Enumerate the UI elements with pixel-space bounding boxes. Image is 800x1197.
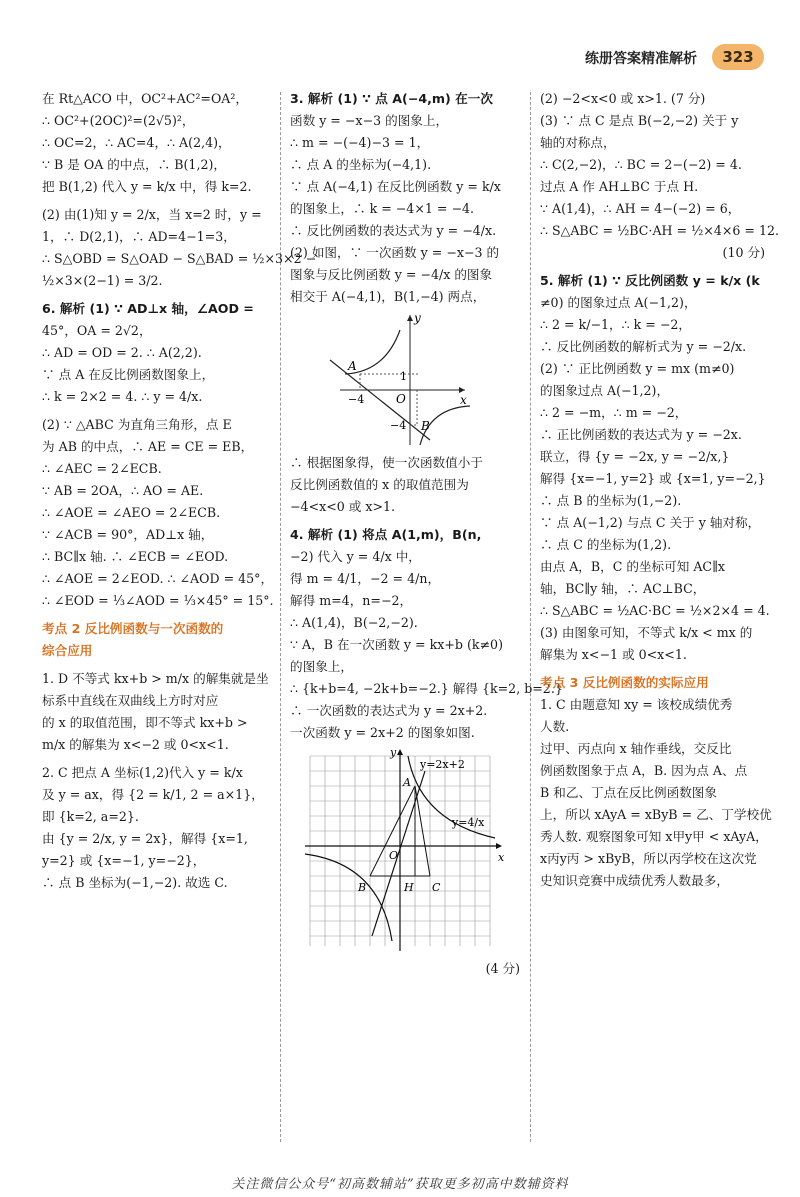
text-line: ∴ 点 C 的坐标为(1,2). xyxy=(540,537,672,552)
text-line: (2) 如图，∵ 一次函数 y = −x−3 的 xyxy=(290,245,500,260)
text-line: ∴ A(1,4)，B(−2,−2). xyxy=(290,615,418,630)
text-line: ∴ 2 = −m，∴ m = −2， xyxy=(540,405,688,420)
text-line: 反比例函数值的 x 的取值范围为 xyxy=(290,477,469,492)
score-marker: (4 分) xyxy=(485,961,520,976)
text-line: 史知识竞赛中成绩优秀人数最多， xyxy=(540,873,729,888)
question-heading: 4. 解析 (1) 将点 A(1,m)，B(n, xyxy=(290,527,482,542)
text-line: 轴，BC∥y 轴，∴ AC⊥BC， xyxy=(540,581,706,596)
text-line: ∵ B 是 OA 的中点，∴ B(1,2)， xyxy=(42,157,226,172)
text-line: B 和乙、丁点在反比例函数图象 xyxy=(540,785,717,800)
text-line: 一次函数 y = 2x+2 的图象如图. xyxy=(290,725,475,740)
text-line: 在 Rt△ACO 中，OC²+AC²=OA²， xyxy=(42,91,249,106)
text-line: (2) −2<x<0 或 x>1. (7 分) xyxy=(540,91,706,106)
text-line: 的图象上， xyxy=(290,659,353,674)
text-line: ½×3×(2−1) = 3/2. xyxy=(42,273,163,288)
text-line: −2) 代入 y = 4/x 中， xyxy=(290,549,421,564)
text-line: 过点 A 作 AH⊥BC 于点 H. xyxy=(540,179,699,194)
graph-label: O xyxy=(396,392,406,406)
text-line: ∵ ∠ACB = 90°，AD⊥x 轴， xyxy=(42,527,214,542)
text-line: 解集为 x<−1 或 0<x<1. xyxy=(540,647,687,662)
text-line: 相交于 A(−4,1)，B(1,−4) 两点， xyxy=(290,289,486,304)
text-line: 1，∴ D(2,1)，∴ AD=4−1=3， xyxy=(42,229,236,244)
text-line: (2) ∵ 正比例函数 y = mx (m≠0) xyxy=(540,361,735,376)
graph-label: H xyxy=(404,881,414,894)
text-line: (3) 由图象可知，不等式 k/x < mx 的 xyxy=(540,625,753,640)
graph-label: B xyxy=(421,419,430,433)
graph-label: B xyxy=(358,881,367,894)
text-line: 及 y = ax，得 {2 = k/1, 2 = a×1}，即 {k=2, a=2}. xyxy=(42,787,264,824)
text-line: ∴ m = −(−4)−3 = 1， xyxy=(290,135,430,150)
text-line: 联立，得 {y = −2x, y = −2/x,} xyxy=(540,449,730,464)
text-line: (2) ∵ △ABC 为直角三角形，点 E xyxy=(42,417,232,432)
text-line: 把 B(1,2) 代入 y = k/x 中，得 k=2. xyxy=(42,179,252,194)
text-line: ∴ S△ABC = ½BC·AH = ½×4×6 = 12. xyxy=(540,223,779,238)
text-line: (3) ∵ 点 C 是点 B(−2,−2) 关于 y xyxy=(540,113,739,128)
page-number-badge: 323 xyxy=(712,44,764,70)
text-line: 人数. xyxy=(540,719,570,734)
column-divider xyxy=(280,92,281,1142)
text-line: 轴的对称点， xyxy=(540,135,616,150)
text-line: 45°，OA = 2√2， xyxy=(42,323,152,338)
text-line: m/x 的解集为 x<−2 或 0<x<1. xyxy=(42,737,229,752)
text-line: ∴ BC∥x 轴. ∴ ∠ECB = ∠EOD. xyxy=(42,549,229,564)
text-line: ∴ 反比例函数的表达式为 y = −4/x. xyxy=(290,223,497,238)
text-line: ∴ k = 2×2 = 4. ∴ y = 4/x. xyxy=(42,389,203,404)
text-line: ∵ 点 A(−4,1) 在反比例函数 y = k/x xyxy=(290,179,501,194)
text-line: ∴ ∠AOE = 2∠EOD. ∴ ∠AOD = 45°， xyxy=(42,571,274,586)
column-right xyxy=(540,88,779,1148)
text-line: ∴ AD = OD = 2. ∴ A(2,2). xyxy=(42,345,202,360)
text-line: ∴ 点 B 坐标为(−1,−2). 故选 C. xyxy=(42,875,228,890)
text-line: ∴ ∠AOE = ∠AEO = 2∠ECB. xyxy=(42,505,221,520)
text-line: −4<x<0 或 x>1. xyxy=(290,499,396,514)
text-line: ∴ 点 B 的坐标为(1,−2). xyxy=(540,493,682,508)
graph-label: 1 xyxy=(400,370,407,383)
text-line: ∴ OC²+(2OC)²=(2√5)²， xyxy=(42,113,195,128)
footer-note: 关注微信公众号“初高数辅站”获取更多初高中数辅资料 xyxy=(231,1177,569,1192)
text-line: 图象与反比例函数 y = −4/x 的图象 xyxy=(290,267,493,282)
graph-label: C xyxy=(432,881,441,894)
graph-label: y=4/x xyxy=(452,816,485,829)
text-line: 解得 {x=−1, y=2} 或 {x=1, y=−2,} xyxy=(540,471,766,486)
text-line: ∴ 反比例函数的解析式为 y = −2/x. xyxy=(540,339,747,354)
text-line: ∴ {k+b=4, −2k+b=−2.} 解得 {k=2, b=2.} xyxy=(290,681,563,696)
page-header xyxy=(0,40,800,80)
text-line: ∴ ∠AEC = 2∠ECB. xyxy=(42,461,162,476)
column-divider xyxy=(530,92,531,1142)
graph-label: x xyxy=(498,851,505,864)
text-line: ∴ OC=2，∴ AC=4，∴ A(2,4)， xyxy=(42,135,231,150)
text-line: ∴ S△OBD = S△OAD − S△BAD = ½×3×2 − xyxy=(42,251,317,266)
text-line: ∵ A，B 在一次函数 y = kx+b (k≠0) xyxy=(290,637,503,652)
text-line: ∴ 2 = k/−1，∴ k = −2， xyxy=(540,317,691,332)
question-heading: 5. 解析 (1) ∵ 反比例函数 y = k/x (k xyxy=(540,273,760,288)
text-line: 得 m = 4/1，−2 = 4/n， xyxy=(290,571,441,586)
text-line: ∴ S△ABC = ½AC·BC = ½×2×4 = 4. xyxy=(540,603,770,618)
text-line: x丙y丙 > xByB，所以丙学校在这次党 xyxy=(540,851,757,866)
answer-line: 1. C 由题意知 xy = 该校成绩优秀 xyxy=(540,697,733,712)
text-line: 上，所以 xAyA = xByB = 乙、丁学校优 xyxy=(540,807,772,822)
header-title: 练册答案精准解析 xyxy=(585,51,697,67)
text-line: 函数 y = −x−3 的图象上， xyxy=(290,113,449,128)
graph-label: y=2x+2 xyxy=(420,758,465,771)
graph-hyperbola-line xyxy=(290,310,490,450)
section-heading: 考点 3 反比例函数的实际应用 xyxy=(540,675,709,690)
column-left xyxy=(42,88,317,1148)
text-line: ∵ AB = 2OA，∴ AO = AE. xyxy=(42,483,204,498)
section-heading: 考点 2 反比例函数与一次函数的 xyxy=(42,621,224,636)
text-line: ∴ 正比例函数的表达式为 y = −2x. xyxy=(540,427,742,442)
text-line: 的 x 的取值范围，即不等式 kx+b > xyxy=(42,715,248,730)
question-heading: 3. 解析 (1) ∵ 点 A(−4,m) 在一次 xyxy=(290,91,493,106)
text-line: 由点 A，B，C 的坐标可知 AC∥x xyxy=(540,559,725,574)
section-heading: 综合应用 xyxy=(42,643,93,658)
graph-label: y xyxy=(390,746,397,759)
text-line: 的图象过点 A(−1,2)， xyxy=(540,383,670,398)
text-line: 解得 m=4，n=−2， xyxy=(290,593,413,608)
text-line: ∴ 一次函数的表达式为 y = 2x+2. xyxy=(290,703,488,718)
graph-label: A xyxy=(403,776,411,789)
text-line: ∵ A(1,4)，∴ AH = 4−(−2) = 6， xyxy=(540,201,741,216)
text-line: 的图象上，∴ k = −4×1 = −4. xyxy=(290,201,475,216)
answer-line: 2. C 把点 A 坐标(1,2)代入 y = k/x xyxy=(42,765,243,780)
text-line: (2) 由(1)知 y = 2/x，当 x=2 时，y = xyxy=(42,207,262,222)
graph-label: y xyxy=(414,311,421,325)
text-line: 秀人数. 观察图象可知 x甲y甲 < xAyA， xyxy=(540,829,768,844)
text-line: ∴ ∠EOD = ⅓∠AOD = ⅓×45° = 15°. xyxy=(42,593,274,608)
text-line: 例函数图象于点 A，B. 因为点 A、点 xyxy=(540,763,748,778)
text-line: ∴ 点 A 的坐标为(−4,1). xyxy=(290,157,432,172)
text-line: 由 {y = 2/x, y = 2x}，解得 {x=1, y=2} 或 {x=−1, y=−2}， xyxy=(42,831,248,868)
question-heading: 6. 解析 (1) ∵ AD⊥x 轴，∠AOD = xyxy=(42,301,254,316)
graph-label: O xyxy=(389,849,399,862)
text-line: ∴ C(2,−2)，∴ BC = 2−(−2) = 4. xyxy=(540,157,742,172)
answer-line: 1. D 不等式 kx+b > m/x 的解集就是坐 xyxy=(42,671,269,686)
graph-label: A xyxy=(348,359,357,373)
graph-grid-linear-hyperbola xyxy=(290,746,515,956)
score-marker: (10 分) xyxy=(722,245,765,260)
text-line: 过甲、丙点向 x 轴作垂线，交反比 xyxy=(540,741,732,756)
graph-label: −4 xyxy=(390,419,407,432)
text-line: 标系中直线在双曲线上方时对应 xyxy=(42,693,219,708)
text-line: ≠0) 的图象过点 A(−1,2)， xyxy=(540,295,697,310)
graph-label: −4 xyxy=(348,393,365,406)
text-line: ∴ 根据图象得，使一次函数值小于 xyxy=(290,455,483,470)
text-line: ∵ 点 A 在反比例函数图象上， xyxy=(42,367,215,382)
text-line: ∵ 点 A(−1,2) 与点 C 关于 y 轴对称， xyxy=(540,515,761,530)
graph-label: x xyxy=(460,393,467,407)
text-line: 为 AB 的中点，∴ AE = CE = EB， xyxy=(42,439,254,454)
